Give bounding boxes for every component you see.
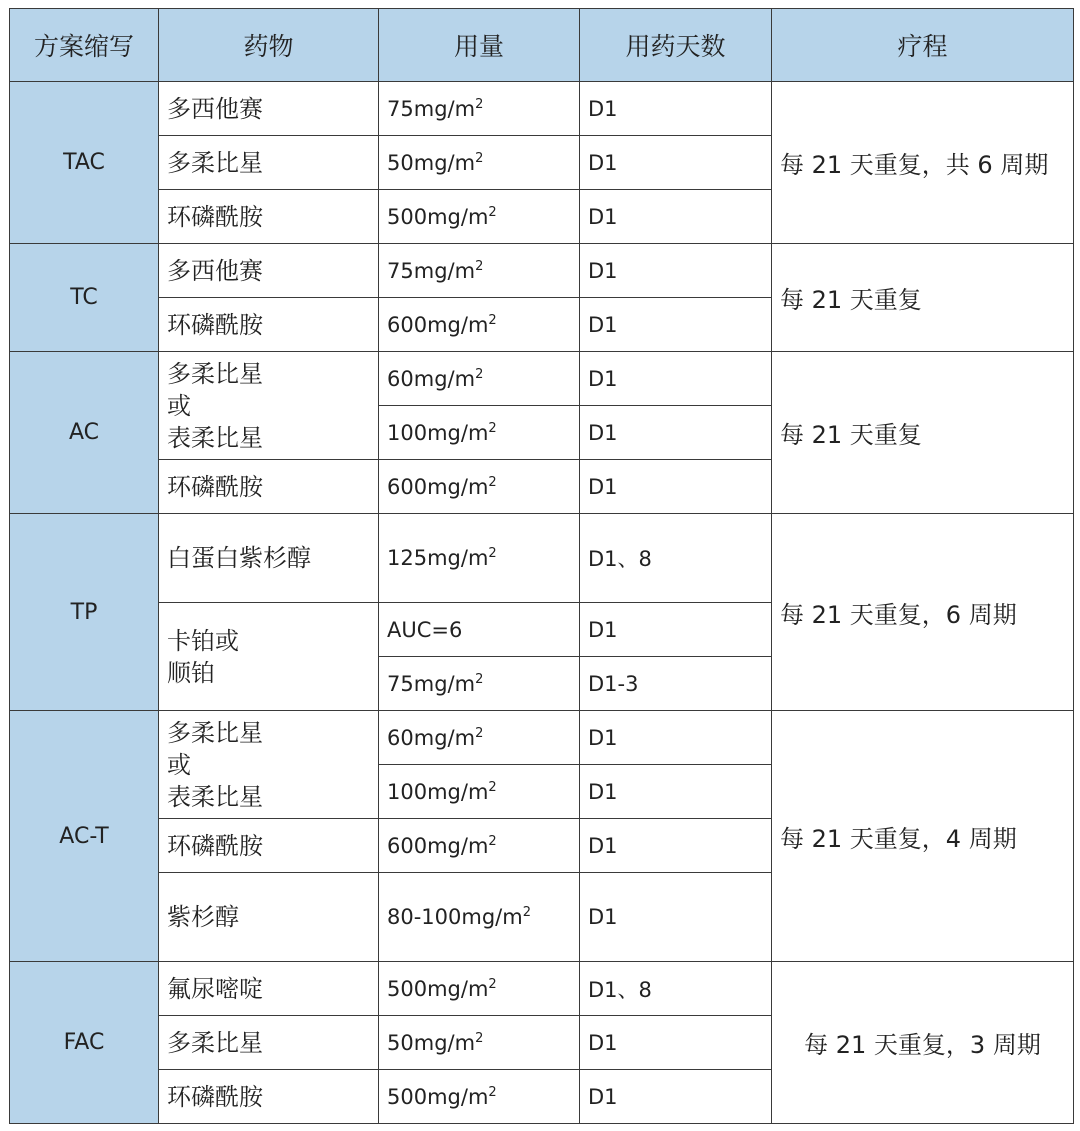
drug-cell: 白蛋白紫杉醇 xyxy=(159,514,379,603)
dose-unit: mg/m xyxy=(413,366,476,391)
header-abbr: 方案缩写 xyxy=(10,9,159,82)
dose-unit: mg/m xyxy=(413,671,476,696)
dose-unit: mg/m xyxy=(427,312,489,337)
table-row xyxy=(10,352,1074,406)
dose-unit-exp: 2 xyxy=(488,312,497,328)
dose-cell xyxy=(379,244,580,298)
drug-cell: 氟尿嘧啶 xyxy=(159,962,379,1016)
dose-unit: mg/m xyxy=(427,779,489,804)
header-drug: 药物 xyxy=(159,9,379,82)
dose-unit: mg/m xyxy=(427,474,489,499)
dose-unit-exp: 2 xyxy=(488,976,497,992)
dose-unit-exp: 2 xyxy=(522,905,531,920)
dose-cell xyxy=(379,873,580,962)
drug-group-line: 多柔比星 xyxy=(167,718,263,747)
days-cell: D1 xyxy=(580,244,772,298)
days-cell: D1 xyxy=(580,711,772,765)
dose-cell xyxy=(379,514,580,603)
dose-unit: mg/m xyxy=(427,833,489,858)
days-cell: D1 xyxy=(580,190,772,244)
dose-value: 500 xyxy=(387,976,428,1001)
dose-cell xyxy=(379,1016,580,1070)
header-dose: 用量 xyxy=(379,9,580,82)
dose-cell xyxy=(379,352,580,406)
dose-unit-exp: 2 xyxy=(488,833,497,849)
drug-cell: 多西他赛 xyxy=(159,82,379,136)
table-row xyxy=(10,962,1074,1016)
drug-cell: 环磷酰胺 xyxy=(159,819,379,873)
dose-unit-exp: 2 xyxy=(488,474,497,490)
dose-cell xyxy=(379,1070,580,1124)
course-cell: 每 21 天重复，6 周期 xyxy=(772,514,1074,711)
days-cell: D1 xyxy=(580,819,772,873)
dose-unit: mg/m xyxy=(427,976,489,1001)
regimen-abbr: TP xyxy=(10,514,159,711)
dose-unit-exp: 2 xyxy=(475,671,484,687)
dose-cell xyxy=(379,657,580,711)
dose-unit: mg/m xyxy=(427,546,489,570)
dose-unit: mg/m xyxy=(461,905,523,929)
days-cell: D1 xyxy=(580,352,772,406)
drug-group-cell xyxy=(159,603,379,711)
days-cell: D1 xyxy=(580,136,772,190)
drug-cell: 环磷酰胺 xyxy=(159,1070,379,1124)
dose-cell xyxy=(379,962,580,1016)
drug-group-cell xyxy=(159,711,379,819)
drug-cell: 环磷酰胺 xyxy=(159,190,379,244)
course-cell: 每 21 天重复 xyxy=(772,244,1074,352)
dose-unit-exp: 2 xyxy=(488,204,497,220)
dose-value: 600 xyxy=(387,312,428,337)
dose-unit-exp: 2 xyxy=(475,725,484,741)
dose-cell xyxy=(379,136,580,190)
dose-unit: mg/m xyxy=(413,96,476,121)
dose-cell xyxy=(379,819,580,873)
drug-group-line: 表柔比星 xyxy=(167,782,263,811)
regimen-abbr: FAC xyxy=(10,962,159,1124)
days-cell: D1 xyxy=(580,460,772,514)
drug-cell: 多柔比星 xyxy=(159,136,379,190)
dose-value: 75 xyxy=(387,671,414,696)
regimen-table xyxy=(9,8,1074,1124)
header-days: 用药天数 xyxy=(580,9,772,82)
dose-unit: mg/m xyxy=(427,420,489,445)
regimen-abbr: AC-T xyxy=(10,711,159,962)
days-cell: D1 xyxy=(580,406,772,460)
dose-unit: mg/m xyxy=(413,725,476,750)
dose-cell xyxy=(379,190,580,244)
days-cell: D1 xyxy=(580,1016,772,1070)
dose-unit: mg/m xyxy=(427,1084,489,1109)
dose-unit-exp: 2 xyxy=(475,1030,484,1046)
days-cell: D1、8 xyxy=(580,514,772,603)
dose-unit-exp: 2 xyxy=(488,779,497,795)
dose-value: 100 xyxy=(387,420,428,445)
dose-unit-exp: 2 xyxy=(488,1084,497,1100)
days-cell: D1 xyxy=(580,1070,772,1124)
dose-value: 600 xyxy=(387,833,428,858)
dose-cell xyxy=(379,765,580,819)
days-cell: D1 xyxy=(580,603,772,657)
dose-unit: mg/m xyxy=(413,1030,476,1055)
dose-unit: mg/m xyxy=(413,258,476,283)
drug-group-line: 卡铂或 xyxy=(167,626,239,655)
days-cell: D1 xyxy=(580,873,772,962)
dose-unit-exp: 2 xyxy=(475,258,484,274)
dose-value: 75 xyxy=(387,258,414,283)
dose-unit-exp: 2 xyxy=(475,150,484,166)
drug-cell: 多西他赛 xyxy=(159,244,379,298)
dose-cell xyxy=(379,298,580,352)
dose-value: 100 xyxy=(387,779,428,804)
drug-cell: 紫杉醇 xyxy=(159,873,379,962)
days-cell: D1-3 xyxy=(580,657,772,711)
drug-group-line: 或 xyxy=(167,750,191,779)
course-cell: 每 21 天重复，3 周期 xyxy=(772,962,1074,1124)
dose-unit: mg/m xyxy=(427,204,489,229)
header-course: 疗程 xyxy=(772,9,1074,82)
dose-cell xyxy=(379,460,580,514)
drug-group-line: 多柔比星 xyxy=(167,359,263,388)
course-cell: 每 21 天重复，4 周期 xyxy=(772,711,1074,962)
drug-group-line: 表柔比星 xyxy=(167,423,263,452)
table-row xyxy=(10,244,1074,298)
dose-unit-exp: 2 xyxy=(488,420,497,436)
drug-cell: 环磷酰胺 xyxy=(159,298,379,352)
dose-unit-exp: 2 xyxy=(488,546,497,561)
dose-value: 500 xyxy=(387,1084,428,1109)
dose-value: 50 xyxy=(387,1030,414,1055)
days-cell: D1、8 xyxy=(580,962,772,1016)
dose-cell xyxy=(379,711,580,765)
dose-value: 60 xyxy=(387,366,414,391)
table-row xyxy=(10,711,1074,765)
dose-value: 125 xyxy=(387,546,428,570)
drug-group-line: 或 xyxy=(167,391,191,420)
regimen-abbr: TAC xyxy=(10,82,159,244)
days-cell: D1 xyxy=(580,82,772,136)
dose-unit: mg/m xyxy=(413,150,476,175)
days-cell: D1 xyxy=(580,298,772,352)
course-cell: 每 21 天重复 xyxy=(772,352,1074,514)
dose-value: 75 xyxy=(387,96,414,121)
course-cell: 每 21 天重复，共 6 周期 xyxy=(772,82,1074,244)
dose-value: 50 xyxy=(387,150,414,175)
dose-value: 600 xyxy=(387,474,428,499)
header-row xyxy=(10,9,1074,82)
table-row xyxy=(10,82,1074,136)
dose-value: 60 xyxy=(387,725,414,750)
dose-cell: AUC=6 xyxy=(379,603,580,657)
drug-group-line: 顺铂 xyxy=(167,658,215,687)
dose-value: 80-100 xyxy=(387,905,462,929)
days-cell: D1 xyxy=(580,765,772,819)
drug-cell: 多柔比星 xyxy=(159,1016,379,1070)
drug-group-cell xyxy=(159,352,379,460)
dose-cell xyxy=(379,82,580,136)
drug-cell: 环磷酰胺 xyxy=(159,460,379,514)
dose-cell xyxy=(379,406,580,460)
table-row xyxy=(10,514,1074,603)
dose-value: 500 xyxy=(387,204,428,229)
dose-unit-exp: 2 xyxy=(475,366,484,382)
regimen-abbr: AC xyxy=(10,352,159,514)
regimen-abbr: TC xyxy=(10,244,159,352)
dose-unit-exp: 2 xyxy=(475,96,484,112)
